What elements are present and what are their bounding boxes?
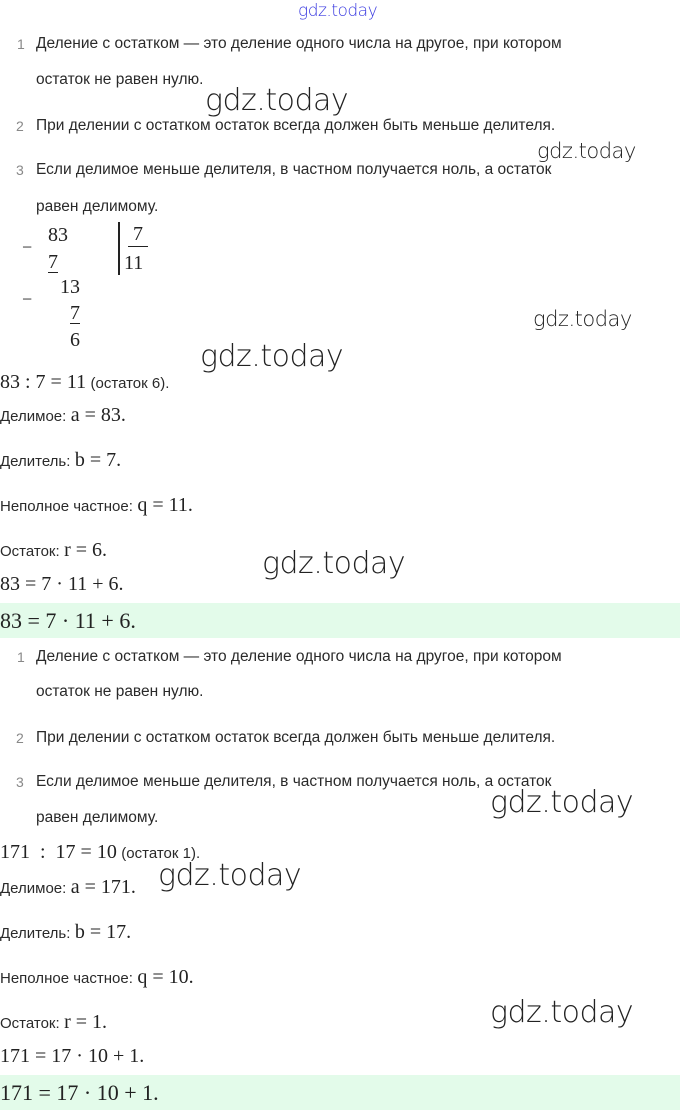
quotient-line [0, 495, 193, 515]
watermark: gdz.today [537, 139, 636, 163]
rule-text: Если делимое меньше делителя, в частном получается ноль, а остаток [36, 773, 552, 790]
rule-text: Деление с остатком — это деление одного числа на другое, при котором [36, 35, 562, 52]
subtrahend: 7 [70, 302, 80, 324]
watermark: gdz.today [490, 995, 634, 1030]
divisor-line [0, 450, 121, 470]
rule-text: При делении с остатком остаток всегда должен быть меньше делителя. [36, 117, 556, 134]
remainder-value: r = 6. [64, 539, 108, 561]
divisor-line [0, 922, 131, 942]
statement-math: 83 : 7 = 11 [0, 371, 87, 393]
watermark: gdz.today [200, 339, 344, 374]
rule-number: 3 [16, 774, 24, 790]
watermark: gdz.today [262, 546, 406, 581]
rule-text: Если делимое меньше делителя, в частном получается ноль, а остаток [36, 161, 552, 178]
dividend-value: a = 83. [70, 404, 126, 426]
statement-math: 171 : 17 = 10 [0, 841, 117, 863]
divisor-label: Делитель: [0, 453, 71, 470]
rule-text: При делении с остатком остаток всегда должен быть меньше делителя. [36, 729, 556, 746]
quotient-value: q = 10. [137, 966, 194, 988]
rule-text: Деление с остатком — это деление одного числа на другое, при котором [36, 648, 562, 665]
check-equation: 83 = 7 · 11 + 6. [0, 573, 124, 595]
statement-note: (остаток 6). [90, 375, 170, 392]
rule-text: равен делимому. [36, 198, 159, 215]
rule-text: остаток не равен нулю. [36, 683, 204, 700]
remainder-value: r = 1. [64, 1011, 108, 1033]
remainder-line [0, 1012, 107, 1032]
quotient-label: Неполное частное: [0, 970, 133, 987]
rule-number: 2 [16, 730, 24, 746]
answer-equation: 171 = 17 · 10 + 1. [0, 1080, 159, 1105]
minus-sign: − [22, 289, 33, 309]
dividend: 83 [48, 224, 68, 246]
watermark: gdz.today [205, 83, 349, 118]
dividend-label: Делимое: [0, 408, 67, 425]
answer-equation: 83 = 7 · 11 + 6. [0, 608, 136, 633]
dividend-value: a = 171. [70, 876, 136, 898]
subtrahend: 7 [48, 251, 58, 273]
watermark: gdz.today [533, 307, 632, 331]
watermark: gdz.today [490, 785, 634, 820]
minus-sign: − [22, 237, 33, 257]
divisor-label: Делитель: [0, 925, 71, 942]
remainder-label: Остаток: [0, 1015, 60, 1032]
dividend-line [0, 405, 126, 425]
rule-number: 3 [16, 162, 24, 178]
partial-dividend: 13 [60, 276, 80, 298]
rule-text: остаток не равен нулю. [36, 71, 204, 88]
divisor-value: b = 17. [74, 921, 132, 943]
remainder-label: Остаток: [0, 543, 60, 560]
quotient-label: Неполное частное: [0, 498, 133, 515]
watermark: gdz.today [158, 858, 302, 893]
rule-number: 1 [17, 649, 25, 665]
watermark: gdz.today [298, 1, 378, 21]
divisor: 7 [128, 224, 148, 247]
dividend-line [0, 877, 136, 897]
rule-text: равен делимому. [36, 809, 159, 826]
remainder-line [0, 540, 107, 560]
quotient-line [0, 967, 194, 987]
statement-note: (остаток 1). [121, 845, 201, 862]
dividend-label: Делимое: [0, 880, 67, 897]
divisor-value: b = 7. [74, 449, 122, 471]
rule-number: 1 [17, 36, 25, 52]
remainder: 6 [70, 329, 80, 351]
rule-number: 2 [16, 118, 24, 134]
check-equation: 171 = 17 · 10 + 1. [0, 1045, 145, 1067]
division-bar [118, 222, 120, 275]
quotient-value: q = 11. [137, 494, 193, 516]
quotient: 11 [124, 252, 144, 274]
statement [0, 372, 169, 392]
